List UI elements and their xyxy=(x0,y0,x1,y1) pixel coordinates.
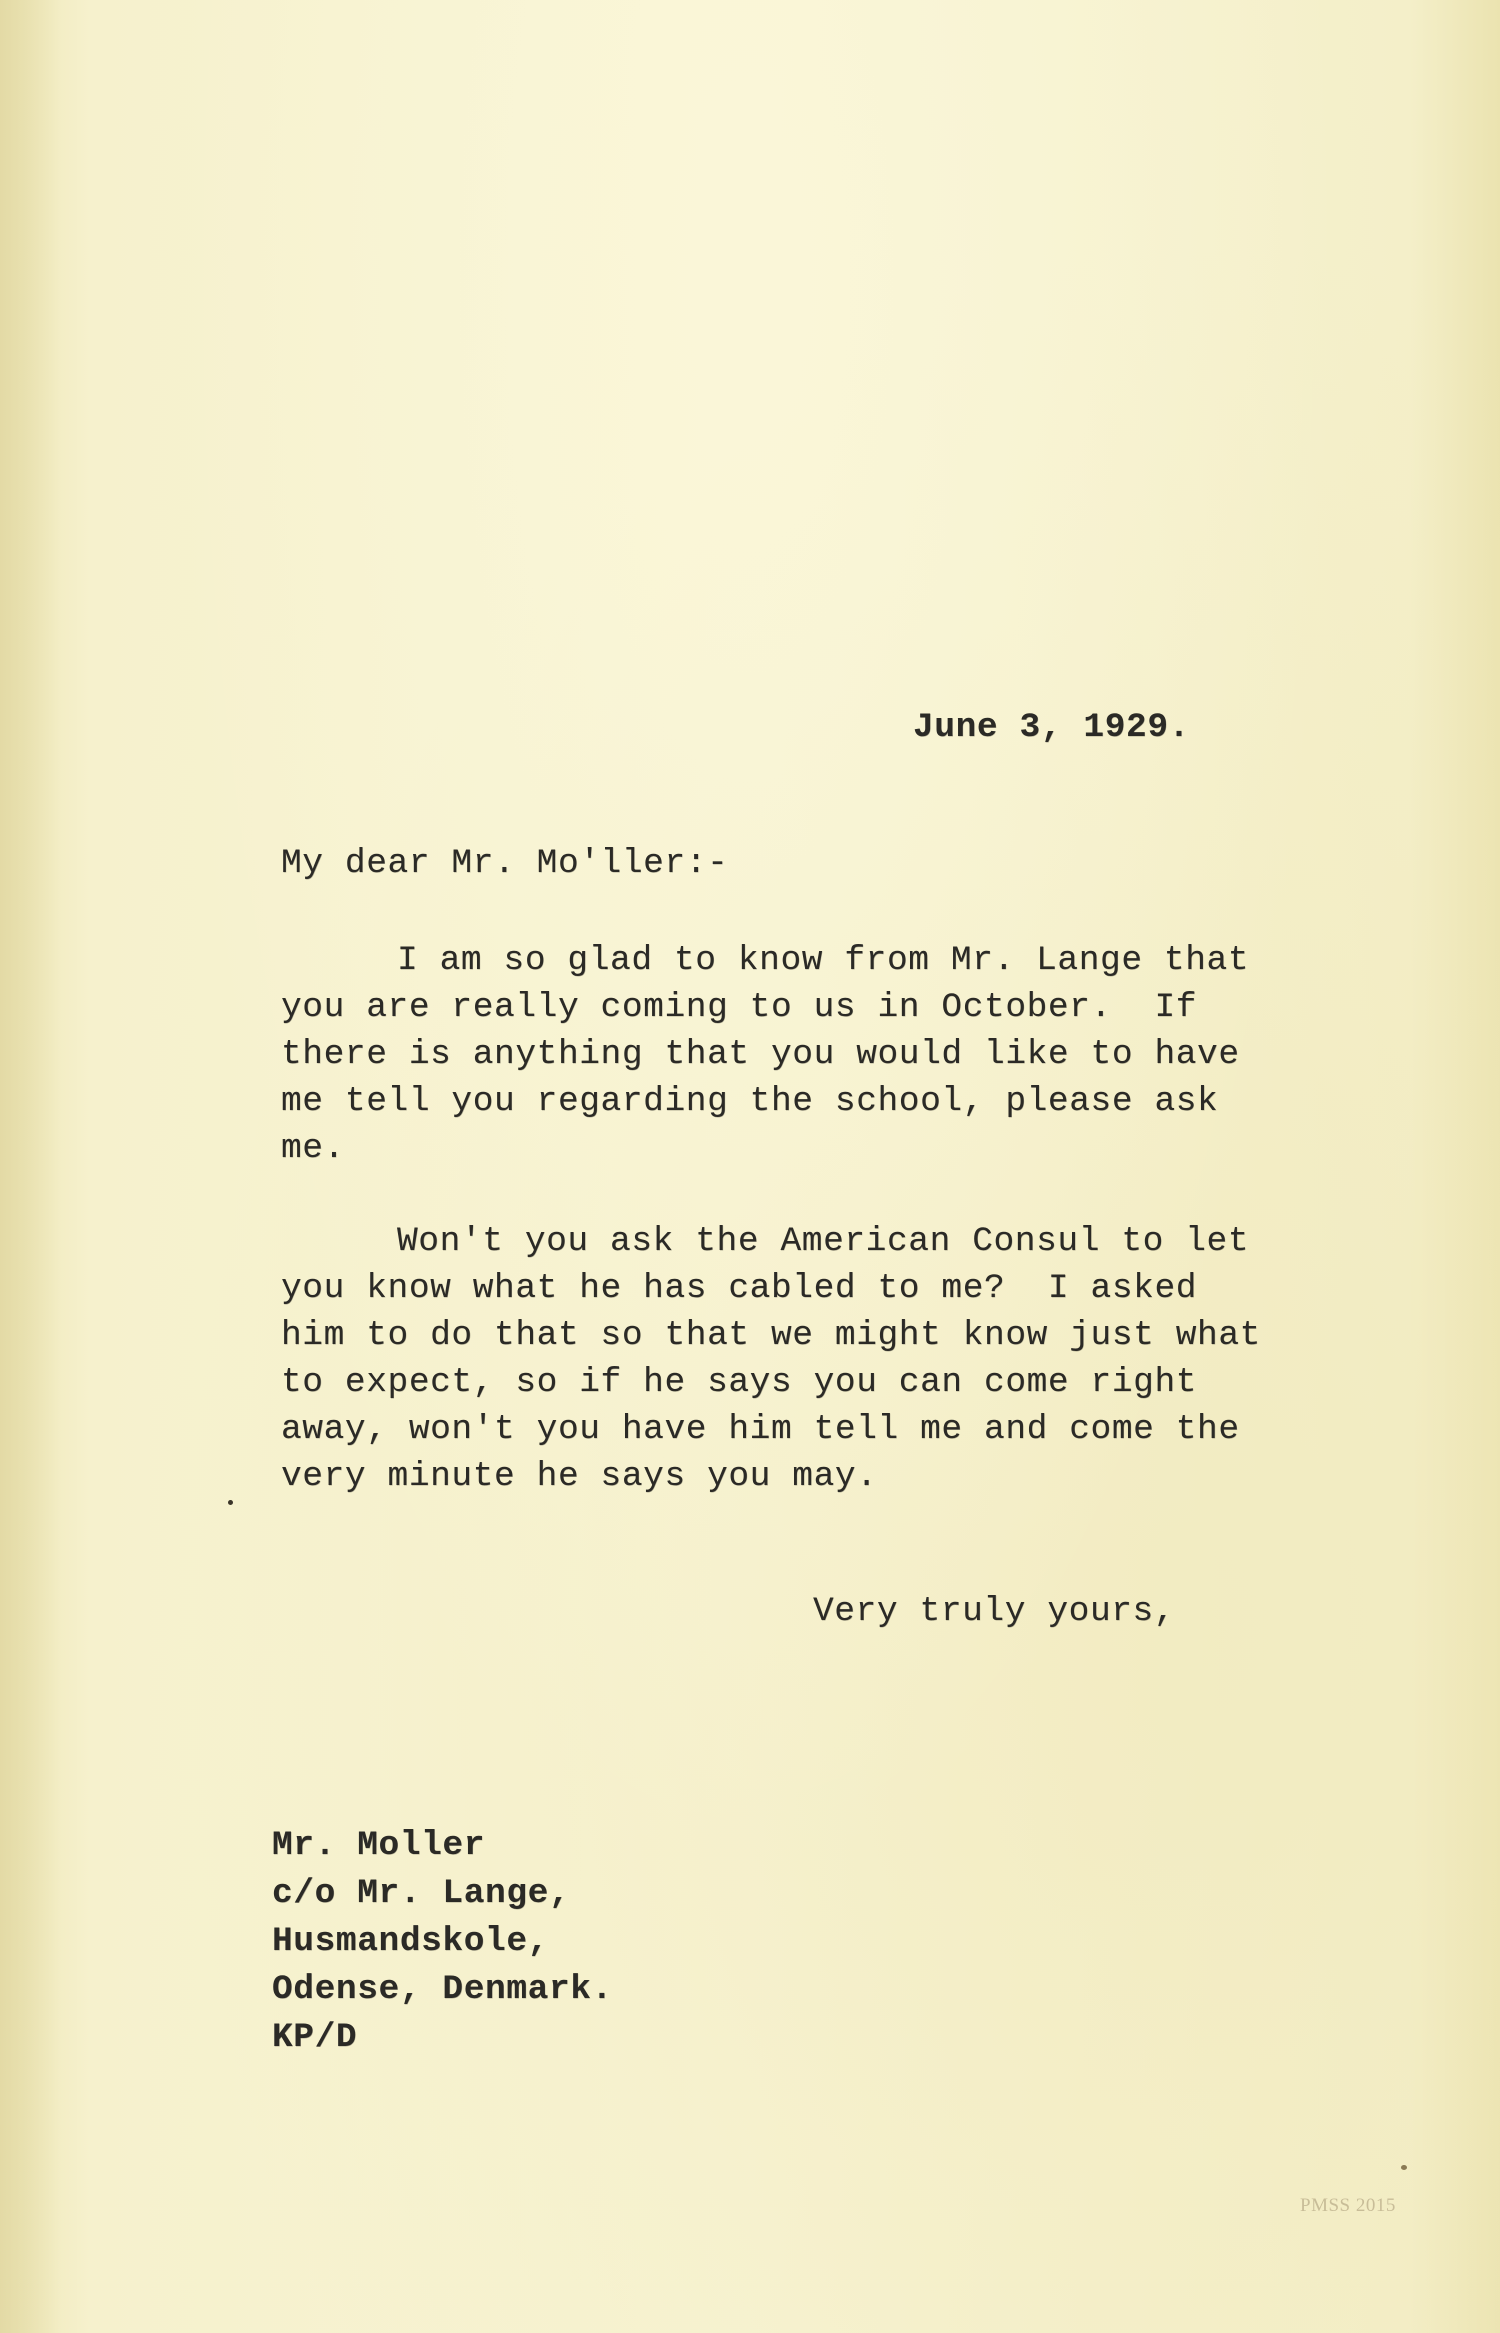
address-line: Husmandskole, xyxy=(272,1922,549,1961)
paragraph-line: I am so glad to know from Mr. Lange that xyxy=(397,941,1250,980)
address-line: Mr. Moller xyxy=(272,1826,486,1865)
letter-date: June 3, 1929. xyxy=(913,708,1190,747)
paragraph-line: you know what he has cabled to me? I asked xyxy=(281,1269,1198,1308)
paragraph-line: me. xyxy=(281,1129,345,1168)
ink-speck xyxy=(1401,2165,1407,2170)
paragraph-line: you are really coming to us in October. If xyxy=(281,988,1198,1027)
recipient-address xyxy=(272,1822,613,2062)
closing: Very truly yours, xyxy=(813,1592,1176,1631)
address-line: c/o Mr. Lange, xyxy=(272,1874,571,1913)
paragraph-line: Won't you ask the American Consul to let xyxy=(397,1222,1250,1261)
paragraph-line: away, won't you have him tell me and come the xyxy=(281,1410,1240,1449)
paragraph-line: him to do that so that we might know just what xyxy=(281,1316,1261,1355)
paragraph-line: very minute he says you may. xyxy=(281,1457,878,1496)
paragraph-line: there is anything that you would like to have xyxy=(281,1035,1240,1074)
archive-watermark: PMSS 2015 xyxy=(1300,2195,1396,2216)
salutation: My dear Mr. Mo'ller:- xyxy=(281,844,729,883)
address-line: Odense, Denmark. xyxy=(272,1970,613,2009)
address-line: KP/D xyxy=(272,2018,358,2057)
ink-speck xyxy=(228,1500,233,1505)
paragraph-1 xyxy=(281,937,1361,1172)
paragraph-2 xyxy=(281,1218,1361,1500)
paper-edge-shading xyxy=(0,0,60,2333)
paragraph-line: to expect, so if he says you can come right xyxy=(281,1363,1198,1402)
paragraph-line: me tell you regarding the school, please ask xyxy=(281,1082,1219,1121)
